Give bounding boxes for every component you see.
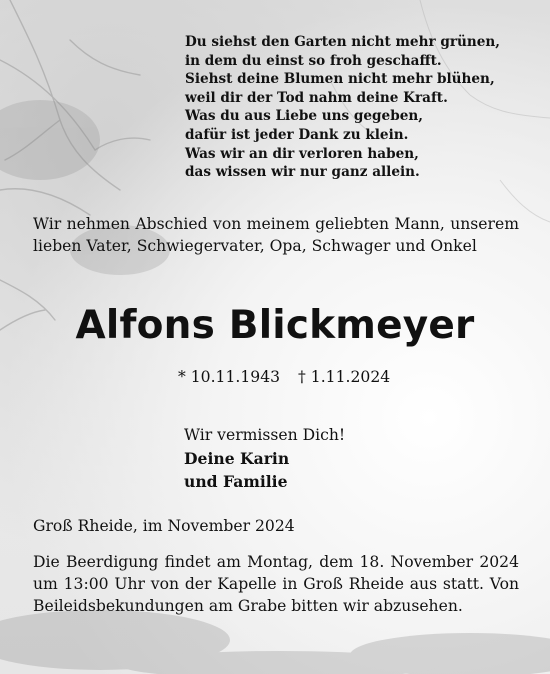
birth-date: * 10.11.1943 xyxy=(178,368,281,386)
intro-text: Wir nehmen Abschied von meinem geliebten Mann, unserem lieben Vater, Schwiegervater, Opa, Schwager und Onkel xyxy=(33,215,519,255)
life-dates xyxy=(178,368,390,386)
signature-line: Wir vermissen Dich! xyxy=(184,426,346,444)
poem-line: weil dir der Tod nahm deine Kraft. xyxy=(185,89,448,106)
poem-line: Was wir an dir verloren haben, xyxy=(185,145,419,162)
poem-line: Siehst deine Blumen nicht mehr blühen, xyxy=(185,71,495,88)
signature-family: und Familie xyxy=(184,472,288,491)
poem-line: das wissen wir nur ganz allein. xyxy=(185,164,420,181)
poem-line: Du siehst den Garten nicht mehr grünen, xyxy=(185,34,501,50)
poem-line: dafür ist jeder Dank zu klein. xyxy=(185,126,409,143)
poem-line: in dem du einst so froh geschafft. xyxy=(185,52,442,69)
deceased-name: Alfons Blickmeyer xyxy=(75,303,475,348)
death-date: † 1.11.2024 xyxy=(298,368,391,386)
poem-line: Was du aus Liebe uns gegeben, xyxy=(185,108,423,125)
poem xyxy=(185,33,525,182)
signature-name: Deine Karin xyxy=(184,449,290,468)
signature-block xyxy=(184,424,345,493)
funeral-info: Die Beerdigung findet am Montag, dem 18. November 2024 um 13:00 Uhr von der Kapelle in Groß Rheide aus statt. Von Beileidsbekundungen am Grabe bitten wir abzusehen. xyxy=(33,553,519,615)
place-date: Groß Rheide, im November 2024 xyxy=(33,517,295,535)
